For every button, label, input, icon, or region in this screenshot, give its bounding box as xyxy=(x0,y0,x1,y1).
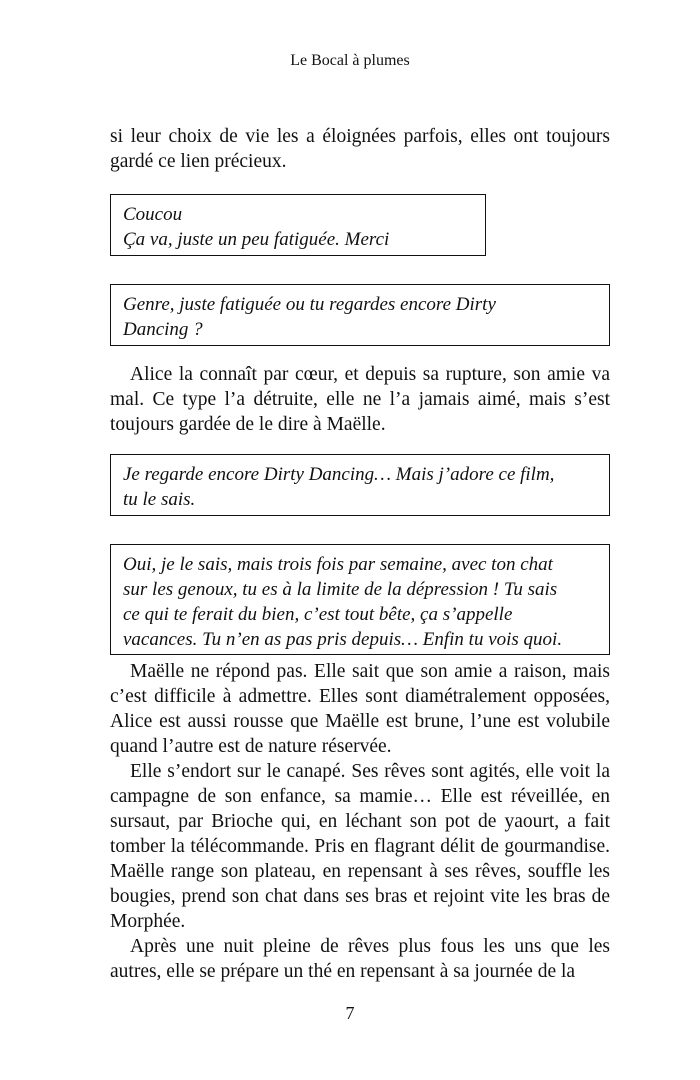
paragraph-block xyxy=(110,362,610,437)
paragraph-continuation xyxy=(110,124,610,174)
message-line: Genre, juste fatiguée ou tu regardes encore Dirty xyxy=(123,294,496,315)
message-line: ce qui te ferait du bien, c’est tout bête, ça s’appelle xyxy=(123,604,513,625)
text-message-box xyxy=(110,544,610,655)
paragraph: Alice la connaît par cœur, et depuis sa rupture, son amie va mal. Ce type l’a détruite, elle ne l’a jamais aimé, mais s’est toujours gardée de le dire à Maëlle. xyxy=(110,364,610,435)
paragraph: Elle s’endort sur le canapé. Ses rêves sont agités, elle voit la campagne de son enfance, sa mamie… Elle est réveillée, en sursaut, par Brioche qui, en léchant son pot de yaourt, a fait tomber la télécommande. Pris en flagrant délit de gourmandise. Maëlle range son plateau, en repensant à ses rêves, souffle les bougies, prend son chat dans ses bras et rejoint vite les bras de Morphée. xyxy=(110,761,610,932)
paragraph-block xyxy=(110,659,610,984)
paragraph: Maëlle ne répond pas. Elle sait que son amie a raison, mais c’est difficile à admettre. Elles sont diamétralement opposées, Alice est aussi rousse que Maëlle est brune, l’une est volubile quand l’autre est de nature réservée. xyxy=(110,661,610,757)
paragraph: Après une nuit pleine de rêves plus fous les uns que les autres, elle se prépare un thé en repensant à sa journée de la xyxy=(110,936,610,982)
message-line: Coucou xyxy=(123,204,183,225)
text-message-box xyxy=(110,454,610,516)
message-line: Oui, je le sais, mais trois fois par semaine, avec ton chat xyxy=(123,554,553,575)
message-line: Je regarde encore Dirty Dancing… Mais j’adore ce film, xyxy=(123,464,555,485)
running-header: Le Bocal à plumes xyxy=(290,52,410,69)
paragraph: si leur choix de vie les a éloignées parfois, elles ont toujours gardé ce lien précieux. xyxy=(110,126,610,172)
text-message-box xyxy=(110,284,610,346)
message-line: Ça va, juste un peu fatiguée. Merci xyxy=(123,229,390,250)
message-line: vacances. Tu n’en as pas pris depuis… Enfin tu vois quoi. xyxy=(123,629,563,650)
message-line: tu le sais. xyxy=(123,489,196,510)
text-message-box xyxy=(110,194,486,256)
page-number: 7 xyxy=(345,1003,355,1023)
message-line: sur les genoux, tu es à la limite de la dépression ! Tu sais xyxy=(123,579,558,600)
message-line: Dancing ? xyxy=(123,319,203,340)
